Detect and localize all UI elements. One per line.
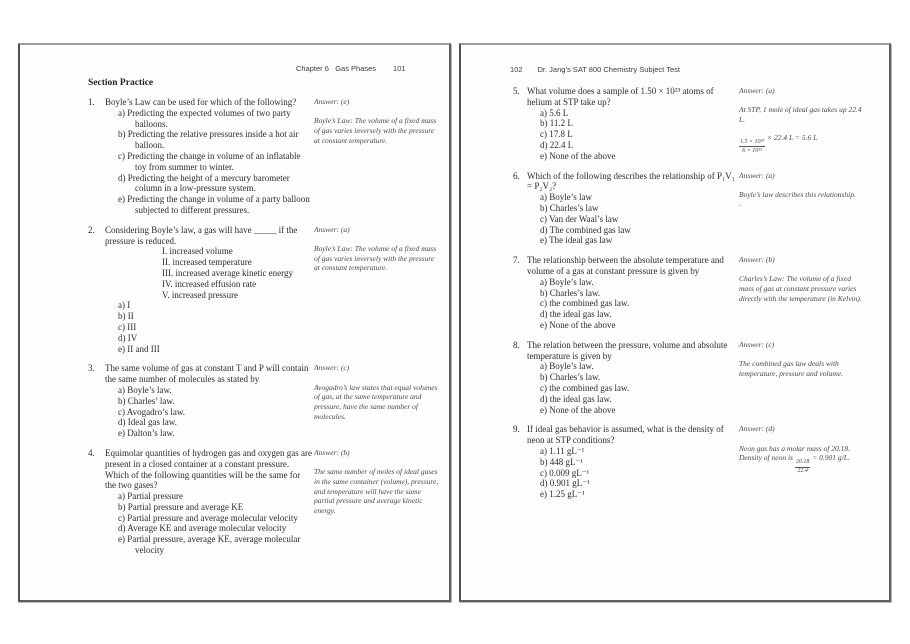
answer-option: a) 1.11 gL⁻¹ [540,445,585,456]
answer-option: e) Dalton’s law. [118,428,175,439]
answer-option: e) 1.25 gL⁻¹ [540,489,585,500]
chapter-title: Chapter 6 Gas Phases [296,64,377,73]
question-text: Which of the following describes the relationship of P₁V₁ = P₂V₂? [527,170,735,192]
question-number: 8. [513,339,520,350]
answer-option: e) Predicting the change in volume of a party balloon subjected to different pressures. [118,194,310,215]
roman-item: I. increased volume [162,246,233,257]
answer-option: a) Boyle’s law [540,192,592,203]
answer-option: e) Partial pressure, average KE, average molecular velocity [118,534,301,556]
answer-option: c) 17.8 L [540,129,573,140]
page-left [18,43,451,602]
answer-option: d) Predicting the height of a mercury barometer column in a low-pressure system. [118,172,290,194]
answer-label: Answer: (a) [314,224,350,234]
roman-item: II. increased temperature [162,257,252,268]
page-header-left [296,64,406,73]
roman-item: V. increased pressure [162,289,239,300]
note-text: Boyle’s Law: The volume of a fixed mass of gas varies inversely with the pressure at constant temperature. [314,116,437,145]
answer-option: c) Van der Waal’s law [540,213,619,224]
question-text: The relationship between the absolute temperature and volume of a gas at constant pressure is given by [527,255,724,276]
answer-option: b) II [118,311,134,322]
margin-note [312,448,440,556]
margin-note [737,255,865,331]
question-number: 5. [513,86,520,96]
formula-prefix: Density of neon is [739,453,793,463]
answer-option: c) the combined gas law. [540,382,630,393]
question-text: The same volume of gas at constant T and P will contain the same number of molecules as stated by [105,363,309,385]
question-text: Boyle’s Law can be used for which of the following? [105,97,297,107]
answer-option: d) 22.4 L [540,139,574,150]
margin-note [312,225,440,355]
answer-option: d) the ideal gas law. [540,393,612,404]
answer-option: e) The ideal gas law [540,235,613,246]
question-4 [88,448,440,556]
fraction: $\frac{20.18}{22.4}$ [795,459,810,475]
answer-option: b) 448 gL⁻¹ [540,456,583,467]
answer-label: Answer: (d) [739,424,775,434]
answer-option: a) Boyle’s law. [540,361,594,372]
note-text: Charles’s Law: The volume of a fixed mass of gas at constant pressure varies directly with the temperature (in Kelvin). [739,274,862,303]
answer-option: d) Ideal gas law. [118,417,177,428]
answer-option: e) None of the above [540,404,616,415]
formula-rest: = 0.901 g/L. [812,453,850,463]
page-right [459,43,891,602]
answer-label: Answer: (a) [739,86,775,95]
question-5 [513,86,865,162]
answer-option: c) Avogadro’s law. [118,406,185,417]
answer-option: b) Charles’s law. [540,287,601,298]
answer-option: a) 5.6 L [540,107,569,118]
answer-label: Answer: (c) [739,339,775,349]
note-text: Avogadro’s law states that equal volumes of gas, at the same temperature and pressure, have the same number of molecules. [314,382,438,421]
question-7 [513,255,865,331]
answer-option: b) Charles’s law. [540,372,601,383]
note-text: The same number of moles of ideal gases in the same container (volume), pressure, and temperature will have the same partial pressure and average kinetic energy. [314,467,439,515]
fraction: $\frac{\text{1.5 × 10²³}}{\text{6 × 10²³}}$ [740,138,765,154]
answer-option: d) Average KE and average molecular velocity [118,523,287,534]
right-column [513,86,865,509]
answer-option: b) Charles’ law. [118,395,175,406]
question-text: If ideal gas behavior is assumed, what is the density of neon at STP conditions? [527,424,724,446]
page-number: 101 [393,64,406,73]
answer-option: c) III [118,321,137,332]
answer-option: b) Partial pressure and average KE [118,501,244,512]
question-2 [88,225,440,355]
answer-option: a) I [118,300,131,311]
question-text: Equimolar quantities of hydrogen gas and oxygen gas are present in a closed container at a constant pressure. Which of the following quantities will be the same for the two gases? [105,447,312,491]
answer-option: c) Predicting the change in volume of an inflatable toy from summer to winter. [118,150,301,172]
roman-item: IV. increased effusion rate [162,278,257,289]
answer-label: Answer: (b) [739,255,775,265]
note-text: Neon gas has a molar mass of 20.18. [739,443,851,453]
formula-rest: × 22.4 L = 5.6 L [767,132,818,142]
answer-option: c) the combined gas law. [540,298,630,309]
margin-note [737,424,865,500]
answer-option: b) 11.2 L [540,118,573,129]
margin-note [312,363,440,439]
page-number: 102 [510,65,523,74]
note-formula [739,133,865,155]
margin-note [737,171,865,247]
book-title: Dr. Jang’s SAT 800 Chemistry Subject Test [537,65,680,74]
note-text: . [739,199,741,209]
question-3 [88,363,440,439]
answer-option: b) Charles’s law [540,202,599,213]
answer-option: d) IV [118,332,138,343]
note-text: The combined gas law deals with temperature, pressure and volume. [739,358,843,378]
question-text: What volume does a sample of 1.50 × 10²³ atoms of helium at STP take up? [527,86,714,107]
page-header-right [510,65,680,74]
answer-option: e) II and III [118,343,160,354]
margin-note [737,340,865,416]
question-number: 6. [513,170,520,181]
answer-option: a) Boyle’s law. [540,276,594,287]
answer-label: Answer: (c) [314,363,350,373]
answer-label: Answer: (b) [314,447,350,457]
answer-option: c) 0.009 gL⁻¹ [540,467,590,478]
left-column [88,78,440,565]
roman-item: III. increased average kinetic energy [162,267,294,278]
question-number: 4. [88,447,95,458]
question-6 [513,171,865,247]
answer-label: Answer: (e) [314,97,350,106]
answer-option: a) Boyle’s law. [118,384,172,395]
answer-label: Answer: (a) [739,170,775,180]
question-number: 3. [88,363,95,374]
answer-option: b) Predicting the relative pressures inside a hot air balloon. [118,129,299,151]
note-text: Boyle’s law describes this relationship. [739,189,856,199]
question-text: Considering Boyle’s law, a gas will have _____ if the pressure is reduced. [105,224,298,246]
answer-option: d) the ideal gas law. [540,309,612,320]
question-number: 7. [513,255,520,266]
answer-option: e) None of the above [540,319,616,330]
section-title: Section Practice [88,78,154,88]
question-text: The relation between the pressure, volume and absolute temperature is given by [527,339,728,361]
note-formula [739,453,865,475]
answer-option: d) The combined gas law [540,224,631,235]
question-9 [513,424,865,500]
question-8 [513,340,865,416]
question-number: 1. [88,97,95,107]
question-number: 2. [88,224,95,235]
note-text: Boyle’s Law: The volume of a fixed mass of gas varies inversely with the pressure at constant temperature. [314,243,437,273]
answer-option: a) Predicting the expected volumes of two party balloons. [118,107,291,129]
answer-option: a) Partial pressure [118,491,183,502]
margin-note [737,86,865,162]
answer-option: c) Partial pressure and average molecular velocity [118,512,298,523]
answer-option: e) None of the above [540,150,616,161]
question-1 [88,97,440,216]
answer-option: d) 0.901 gL⁻¹ [540,478,590,489]
margin-note [312,97,440,216]
note-text: At STP, 1 mole of ideal gas takes up 22.4 L. [739,105,862,124]
question-number: 9. [513,424,520,435]
